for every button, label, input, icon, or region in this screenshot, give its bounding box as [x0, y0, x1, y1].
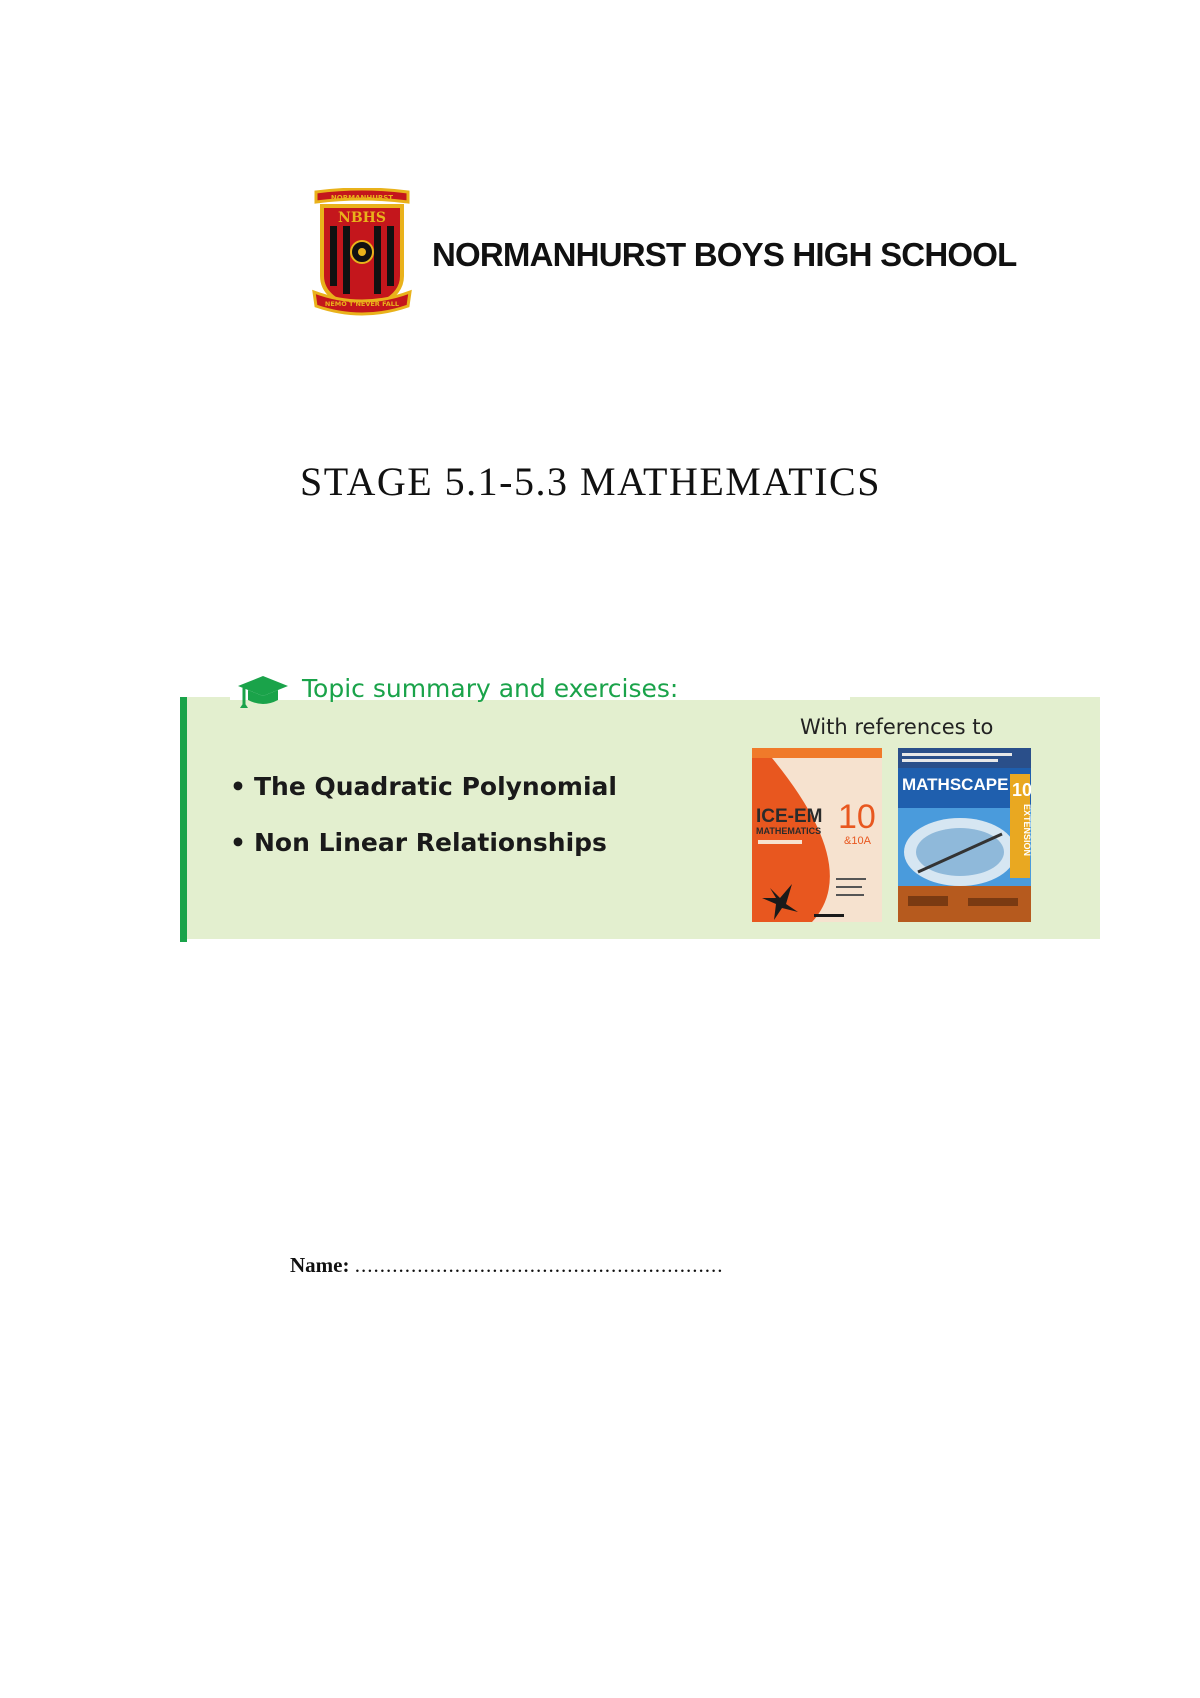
name-label: Name: [290, 1253, 350, 1277]
graduation-cap-icon [236, 674, 290, 712]
topic-item-label: Non Linear Relationships [254, 828, 607, 857]
name-field[interactable] [290, 1253, 723, 1278]
topic-box-accent-bar [180, 697, 187, 942]
crest-shield-icon [312, 188, 412, 320]
book-title: MATHSCAPE [902, 775, 1009, 794]
book-subtitle: MATHEMATICS [756, 826, 822, 836]
svg-text:NORMANHURST: NORMANHURST [330, 194, 394, 202]
bullet-icon: • [230, 772, 246, 801]
book-number: 10 [838, 798, 876, 836]
topic-list [230, 772, 617, 884]
topic-heading: Topic summary and exercises: [302, 674, 679, 703]
book-extra: &10A [844, 835, 871, 847]
references-caption: With references to [800, 715, 994, 739]
page-title: STAGE 5.1-5.3 MATHEMATICS [300, 459, 881, 504]
school-crest-logo [312, 188, 412, 320]
topic-item-label: The Quadratic Polynomial [254, 772, 617, 801]
book-title: ICE-EM [756, 806, 823, 827]
list-item [230, 772, 617, 828]
book-cover-mathscape [898, 748, 1031, 922]
book-number: 10 [1012, 780, 1031, 800]
svg-text:NEMO T'NEVER FALL: NEMO T'NEVER FALL [324, 300, 400, 308]
book-cover-ice-em [752, 748, 882, 922]
school-name: NORMANHURST BOYS HIGH SCHOOL [432, 236, 1017, 273]
svg-text:NBHS: NBHS [338, 210, 386, 226]
book-extra: EXTENSION [1022, 804, 1031, 857]
list-item [230, 828, 617, 884]
name-dotted-line: ........................................................... [354, 1253, 724, 1277]
bullet-icon: • [230, 828, 246, 857]
